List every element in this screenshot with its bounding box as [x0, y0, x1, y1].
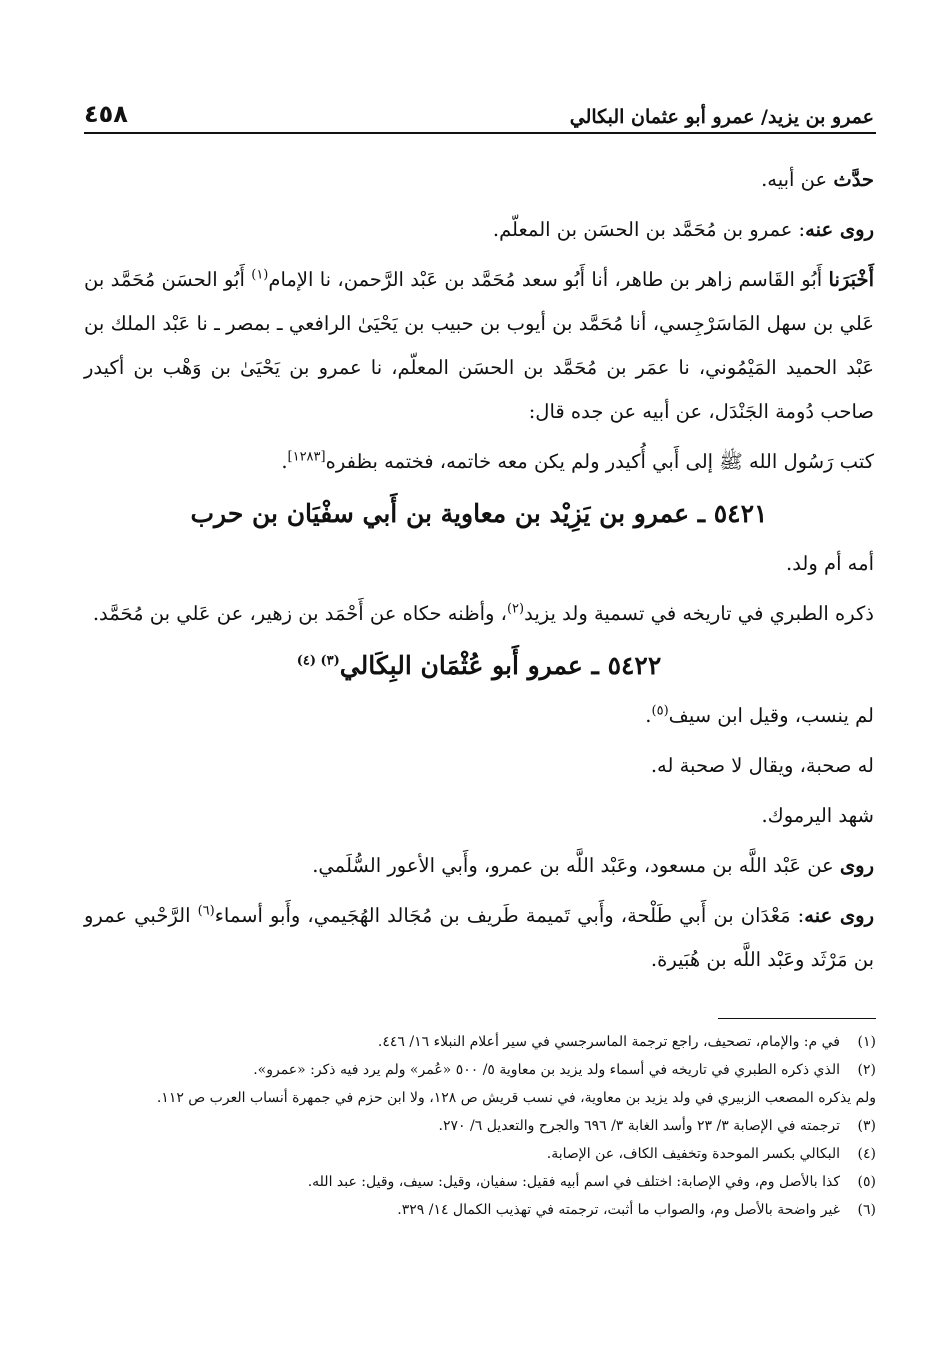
footnotes	[84, 1028, 876, 1224]
keyword: روى عنه	[804, 904, 875, 927]
paragraph	[84, 844, 874, 888]
paragraph-text: .	[281, 450, 288, 473]
paragraph-text: له صحبة، ويقال لا صحبة له.	[650, 754, 874, 777]
keyword: حدَّث	[833, 168, 874, 191]
paragraph	[84, 592, 874, 636]
entry-title-5421: ٥٤٢١ ـ عمرو بن يَزِيْد بن معاوية بن أَبي سفْيَان بن حرب	[190, 499, 768, 528]
paragraph-text: .	[645, 704, 652, 727]
footnote-number: (٢)	[857, 1062, 876, 1078]
paragraph	[84, 440, 874, 484]
paragraph	[84, 694, 874, 738]
footnote-ref: (٦)	[197, 903, 215, 919]
footnote	[84, 1140, 876, 1168]
footnote	[84, 1056, 876, 1084]
footnote-ref: (٢)	[506, 601, 525, 617]
keyword: روى	[839, 854, 874, 877]
footnote-number: (٤)	[857, 1146, 876, 1162]
paragraph-text: : عمرو بن مُحَمَّد بن الحسَن بن المعلّم.	[492, 218, 806, 241]
footnote-continuation	[84, 1084, 876, 1112]
paragraph-text: عن أبيه.	[761, 168, 834, 191]
header-rule	[84, 132, 876, 134]
footnote	[84, 1112, 876, 1140]
footnote-text: ولم يذكره المصعب الزبيري في ولد يزيد بن معاوية، في نسب قريش ص ١٢٨، ولا ابن حزم في جمهرة أنساب العرب ص ١١٢.	[156, 1090, 876, 1106]
paragraph-text: أمه أم ولد.	[786, 552, 874, 575]
page-number: ٤٥٨	[84, 100, 128, 128]
footnote-number: (١)	[857, 1034, 876, 1050]
main-text	[84, 158, 874, 988]
footnote-text: البكالي بكسر الموحدة وتخفيف الكاف، عن الإصابة.	[546, 1146, 840, 1162]
paragraph-text: أَبُو القَاسم زاهر بن طاهر، أنا أَبُو سعد مُحَمَّد بن عَبْد الرَّحمن، نا الإمام	[268, 268, 829, 291]
paragraph-text: ، وأظنه حكاه عن أَحْمَد بن زهير، عن عَلي بن مُحَمَّد.	[92, 602, 507, 625]
footnote-text: ترجمته في الإصابة ٣/ ٢٣ وأسد الغابة ٣/ ٦٩٦ والجرح والتعديل ٦/ ٢٧٠.	[438, 1118, 840, 1134]
paragraph-text: عن عَبْد اللَّه بن مسعود، وعَبْد اللَّه بن عمرو، وأَبي الأعور السُّلَمي.	[312, 854, 840, 877]
paragraph	[84, 744, 874, 788]
hadith-number: [١٢٨٣]	[287, 449, 326, 465]
footnote-text: غير واضحة بالأصل وم، والصواب ما أثبت، ترجمته في تهذيب الكمال ١٤/ ٣٢٩.	[397, 1202, 840, 1218]
footnote-number: (٦)	[857, 1202, 876, 1218]
paragraph	[84, 258, 874, 434]
footnote-ref: (١)	[251, 267, 269, 283]
paragraph-text: كتب رَسُول الله ﷺ إلى أَبي أُكيدر ولم يكن معه خاتمه، فختمه بظفره	[325, 450, 874, 473]
footnote-text: الذي ذكره الطبري في تاريخه في أسماء ولد يزيد بن معاوية ٥/ ٥٠٠ «عُمر» ولم يرد فيه ذكر: «عمرو».	[253, 1062, 840, 1078]
paragraph-text: لم ينسب، وقيل ابن سيف	[668, 704, 874, 727]
entry-title-5422	[84, 644, 874, 688]
footnote-text: في م: والإمام، تصحيف، راجع ترجمة الماسرجسي في سير أعلام النبلاء ١٦/ ٤٤٦.	[377, 1034, 840, 1050]
footnote	[84, 1196, 876, 1224]
footnote-number: (٥)	[857, 1174, 876, 1190]
paragraph-text: شهد اليرموك.	[761, 804, 874, 827]
paragraph-text: : مَعْدَان بن أَبي طَلْحة، وأَبي تَميمة طَريف بن مُجَالد الهُجَيمي، وأَبو أسماء	[214, 904, 805, 927]
footnote	[84, 1028, 876, 1056]
paragraph-text: أَبُو الحسَن مُحَمَّد بن عَلي بن سهل المَاسَرْجِسي، أنا مُحَمَّد بن أيوب بن حبيب بن يَحْيَىٰ الرافعي ـ بمصر ـ نا عَبْد الملك بن عَبْد الحميد المَيْمُوني، نا عمَر بن مُحَمَّد بن الحسَن المعلّم، نا عمرو بن يَحْيَىٰ بن وَهْب بن أكيدر صاحب دُومة الجَنْدَل، عن أبيه عن جده قال:	[84, 268, 874, 423]
footnote-text: كذا بالأصل وم، وفي الإصابة: اختلف في اسم أبيه فقيل: سفيان، وقيل: سيف، وقيل: عبد الله.	[307, 1174, 840, 1190]
paragraph	[84, 794, 874, 838]
paragraph	[84, 208, 874, 252]
footnote-ref: (٣) (٤)	[296, 653, 340, 669]
paragraph-text: ذكره الطبري في تاريخه في تسمية ولد يزيد	[524, 602, 874, 625]
entry-title-text: ٥٤٢٢ ـ عمرو أَبو عُثْمَان البِكَالي	[339, 651, 662, 680]
paragraph	[84, 158, 874, 202]
paragraph-text: الرَّحْبي عمرو بن مَرْثَد وعَبْد اللَّه بن هُبَيرة.	[84, 904, 874, 971]
paragraph	[84, 542, 874, 586]
page-header	[84, 88, 874, 128]
running-title: عمرو بن يزيد/ عمرو أبو عثمان البكالي	[569, 106, 874, 128]
footnote-separator	[718, 1018, 876, 1019]
keyword: روى عنه	[805, 218, 874, 241]
footnote-ref: (٥)	[651, 703, 669, 719]
footnote	[84, 1168, 876, 1196]
paragraph	[84, 894, 874, 982]
keyword: أَخْبَرَنا	[828, 268, 874, 291]
footnote-number: (٣)	[857, 1118, 876, 1134]
